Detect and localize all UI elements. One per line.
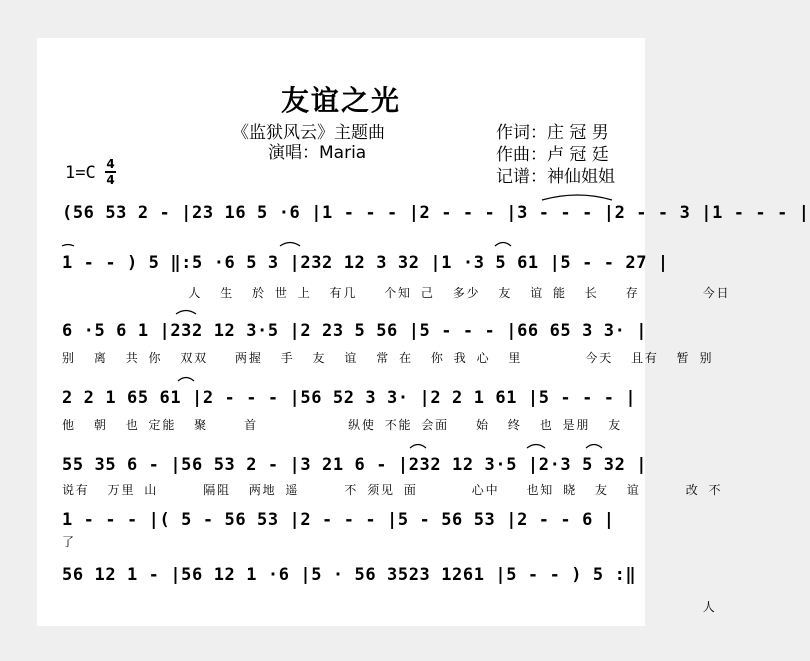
lyrics-row-7: 人 bbox=[62, 600, 717, 614]
slur-mark bbox=[178, 378, 194, 382]
notation-row-4: 2 2 1 65 61 |2 - - - |56 52 3 3· |2 2 1 61 |5 - - - | bbox=[62, 388, 637, 408]
singer-credit: 演唱：Maria bbox=[268, 143, 367, 163]
notation-row-1: (56 53 2 - |23 16 5 ·6 |1 - - - |2 - - - |3 - - - |2 - - 3 |1 - - - | bbox=[62, 203, 810, 223]
lyricist-credit: 作词：庄 冠 男 bbox=[496, 123, 609, 143]
song-subtitle: 《监狱风云》主题曲 bbox=[232, 123, 385, 143]
slur-mark bbox=[280, 243, 300, 247]
notation-row-2: 1 - - ) 5 ‖:5 ·6 5 3 |232 12 3 32 |1 ·3 5 61 |5 - - 27 | bbox=[62, 253, 669, 273]
notation-row-6: 1 - - - |( 5 - 56 53 |2 - - - |5 - 56 53 |2 - - 6 | bbox=[62, 510, 615, 530]
tie-mark bbox=[542, 195, 612, 200]
key-signature: 1=C bbox=[65, 163, 96, 183]
lyrics-row-3: 别 离 共 你 双双 两握 手 友 谊 常 在 你 我 心 里 今天 且有 暂 别 bbox=[62, 351, 714, 365]
lyrics-row-5: 说有 万里 山 隔阻 两地 遥 不 须见 面 心中 也知 晓 友 谊 改 不 bbox=[62, 483, 723, 497]
time-signature-top: 4 bbox=[106, 157, 115, 171]
slur-mark bbox=[176, 311, 196, 315]
lyrics-row-4: 他 朝 也 定能 聚 首 纵使 不能 会面 始 终 也 是朋 友 bbox=[62, 418, 623, 432]
tie-mark bbox=[62, 245, 74, 247]
slur-mark bbox=[527, 445, 545, 449]
time-signature-bottom: 4 bbox=[106, 172, 115, 187]
slur-mark bbox=[495, 243, 511, 247]
notation-row-5: 55 35 6 - |56 53 2 - |3 21 6 - |232 12 3·5 |2·3 5 32 | bbox=[62, 455, 648, 475]
notation-row-3: 6 ·5 6 1 |232 12 3·5 |2 23 5 56 |5 - - - |66 65 3 3· | bbox=[62, 321, 648, 341]
notation-row-7: 56 12 1 - |56 12 1 ·6 |5 · 56 3523 1261 |5 - - ) 5 :‖ bbox=[62, 565, 637, 585]
slur-mark bbox=[586, 445, 602, 449]
slur-mark bbox=[410, 445, 426, 449]
lyrics-row-2: 人 生 於 世 上 有几 个知 己 多少 友 谊 能 长 存 今日 bbox=[62, 286, 731, 300]
song-title: 友谊之光 bbox=[280, 84, 401, 117]
lyrics-row-6: 了 bbox=[62, 535, 76, 549]
notation-credit: 记谱：神仙姐姐 bbox=[496, 167, 615, 187]
composer-credit: 作曲：卢 冠 廷 bbox=[496, 145, 609, 165]
